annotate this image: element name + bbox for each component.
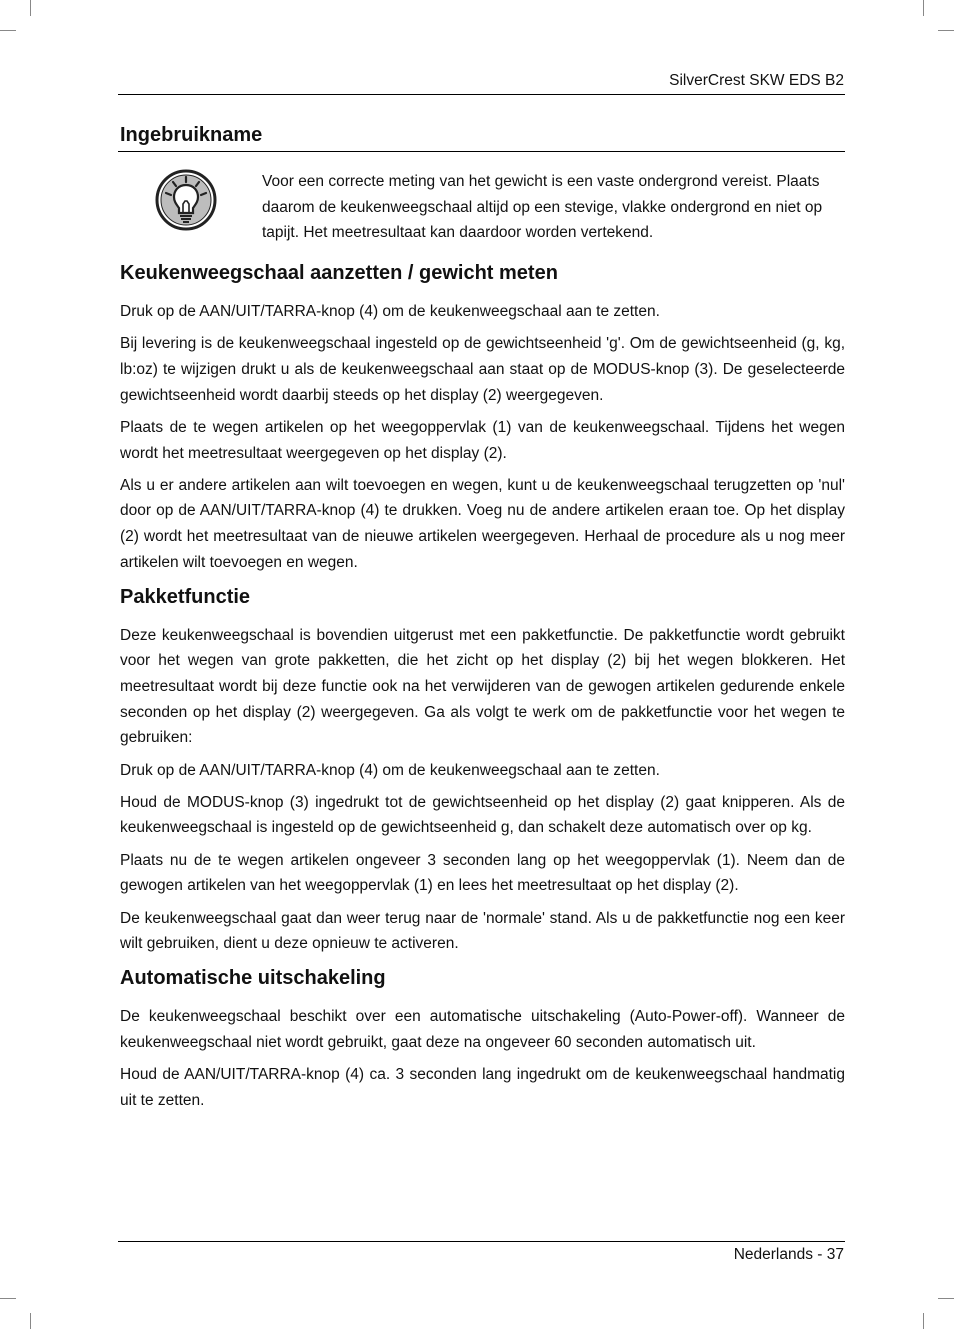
crop-mark (0, 30, 16, 31)
paragraph: Deze keukenweegschaal is bovendien uitgerust met een pakketfunctie. De pakketfunctie wordt gebruikt voor het wegen van grote pakketten, die het zicht op het display (2) bij het wegen blokkeren. Het meetresultaat wordt bij deze functie ook na het verwijderen van de gewogen artikelen gedurende enkele seconden op het display (2) weergegeven. Ga als volgt te werk om de pakketfunctie voor het wegen te gebruiken: (120, 626, 845, 747)
running-header: SilverCrest SKW EDS B2 (669, 72, 844, 89)
paragraph: Druk op de AAN/UIT/TARRA-knop (4) om de keukenweegschaal aan te zetten. (120, 303, 660, 320)
paragraph: Als u er andere artikelen aan wilt toevoegen en wegen, kunt u de keukenweegschaal terugzetten op 'nul' door op de AAN/UIT/TARRA-knop (4) te drukken. Voeg nu de andere artikelen eraan toe. Op het display (2) wordt het meetresultaat van de nieuwe artikelen weergegeven. Herhaal de procedure als u nog meer artikelen wilt toevoegen en wegen. (120, 476, 845, 571)
page-number: Nederlands - 37 (733, 1246, 844, 1263)
header-rule (118, 94, 845, 95)
paragraph: Houd de MODUS-knop (3) ingedrukt tot de gewichtseenheid op het display (2) gaat knipperen. Als de keukenweegschaal is ingesteld op de gewichtseenheid g, dan schakelt deze automatisch over op kg. (120, 793, 845, 837)
paragraph: De keukenweegschaal gaat dan weer terug naar de 'normale' stand. Als u de pakketfunctie nog een keer wilt gebruiken, dient u deze opnieuw te activeren. (120, 909, 845, 953)
note-text: Voor een correcte meting van het gewicht is een vaste ondergrond vereist. Plaats daarom de keukenweegschaal altijd op een stevige, vlakke ondergrond en niet op tapijt. Het meetresultaat kan daardoor worden vertekend. (262, 173, 823, 242)
paragraph: Houd de AAN/UIT/TARRA-knop (4) ca. 3 seconden lang ingedrukt om de keukenweegschaal handmatig uit te zetten. (120, 1065, 845, 1109)
lightbulb-icon (154, 168, 218, 232)
heading-ingebruikname: Ingebruikname (118, 124, 845, 152)
page-content (120, 124, 845, 1120)
paragraph: Plaats de te wegen artikelen op het weegoppervlak (1) van de keukenweegschaal. Tijdens het wegen wordt het meetresultaat weergegeven op het display (2). (120, 418, 845, 462)
paragraph: Bij levering is de keukenweegschaal ingesteld op de gewichtseenheid 'g'. Om de gewichtseenheid (g, kg, lb:oz) te wijzigen drukt u als de keukenweegschaal aan staat op de MODUS-knop (3). De geselecteerde gewichtseenheid wordt daarbij steeds op het display (2) weergegeven. (120, 335, 845, 404)
footer-rule (118, 1241, 845, 1242)
crop-mark (30, 1313, 31, 1329)
crop-mark (923, 1313, 924, 1329)
crop-mark (0, 1298, 16, 1299)
note-block (120, 152, 845, 252)
crop-mark (923, 0, 924, 16)
paragraph: Druk op de AAN/UIT/TARRA-knop (4) om de keukenweegschaal aan te zetten. (120, 761, 660, 779)
paragraph: Plaats nu de te wegen artikelen ongeveer 3 seconden lang op het weegoppervlak (1). Neem dan de gewogen artikelen van het weegoppervlak (1) en lees het meetresultaat op het display (2). (120, 851, 845, 895)
heading-automatische-uitschakeling: Automatische uitschakeling (120, 966, 386, 989)
heading-pakketfunctie: Pakketfunctie (120, 585, 251, 608)
crop-mark (938, 30, 954, 31)
crop-mark (938, 1298, 954, 1299)
paragraph: De keukenweegschaal beschikt over een automatische uitschakeling (Auto-Power-off). Wanneer de keukenweegschaal niet wordt gebruikt, gaat deze na ongeveer 60 seconden automatisch uit. (120, 1007, 845, 1051)
heading-aanzetten: Keukenweegschaal aanzetten / gewicht meten (120, 262, 558, 284)
crop-mark (30, 0, 31, 16)
